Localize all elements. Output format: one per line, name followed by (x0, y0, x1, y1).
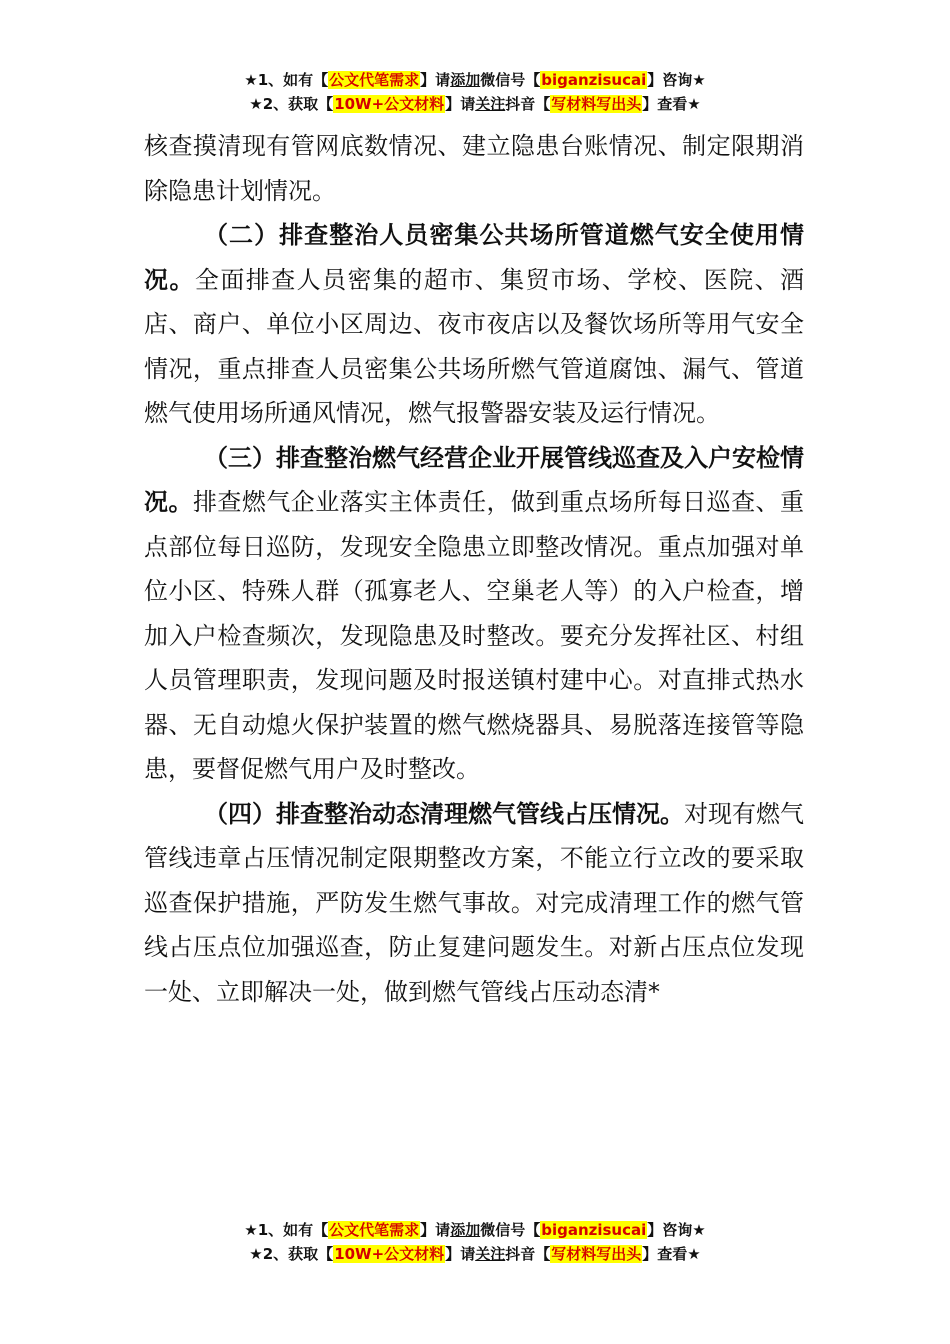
banner-highlight: 写材料写出头 (551, 1245, 642, 1263)
paragraph-2 (144, 213, 804, 436)
banner-text: 微信号【 (480, 1221, 541, 1239)
banner-line-2 (0, 92, 950, 116)
banner-highlight: biganzisucai (541, 1221, 647, 1239)
banner-line-2 (0, 1242, 950, 1266)
banner-text: ★2、获取【 (249, 1245, 334, 1263)
banner-text: 】查看★ (642, 95, 701, 113)
banner-highlight: 写材料写出头 (551, 95, 642, 113)
banner-text: 抖音【 (505, 95, 551, 113)
banner-text: 抖音【 (505, 1245, 551, 1263)
banner-underline: 添加 (450, 71, 481, 89)
header-banner (0, 68, 950, 116)
banner-text: 微信号【 (480, 71, 541, 89)
banner-underline: 关注 (475, 95, 506, 113)
banner-text: 】请 (445, 95, 476, 113)
banner-underline: 添加 (450, 1221, 481, 1239)
paragraph-4 (144, 792, 804, 1015)
banner-line-1 (0, 68, 950, 92)
banner-highlight: biganzisucai (541, 71, 647, 89)
banner-text: 】咨询★ (647, 1221, 706, 1239)
banner-text: 】咨询★ (647, 71, 706, 89)
banner-text: 】查看★ (642, 1245, 701, 1263)
banner-highlight: 公文代笔需求 (329, 1221, 420, 1239)
paragraph-text: 对现有燃气管线违章占压情况制定限期整改方案，不能立行立改的要采取巡查保护措施，严防发生燃气事故。对完成清理工作的燃气管线占压点位加强巡查，防止复建问题发生。对新占压点位发现一处、立即解决一处，做到燃气管线占压动态清* (144, 799, 804, 1006)
paragraph-heading: （三）排查整治燃气经营企业开展管线巡查及入户安检情况。 (144, 443, 804, 516)
paragraph-text: 排查燃气企业落实主体责任，做到重点场所每日巡查、重点部位每日巡防，发现安全隐患立即整改情况。重点加强对单位小区、特殊人群（孤寡老人、空巢老人等）的入户检查，增加入户检查频次，发现隐患及时整改。要充分发挥社区、村组人员管理职责，发现问题及时报送镇村建中心。对直排式热水器、无自动熄火保护装置的燃气燃烧器具、易脱落连接管等隐患，要督促燃气用户及时整改。 (144, 488, 805, 783)
banner-text: ★2、获取【 (249, 95, 334, 113)
banner-line-1 (0, 1218, 950, 1242)
banner-text: 】请 (420, 71, 451, 89)
banner-text: 】请 (445, 1245, 476, 1263)
banner-highlight: 10W+公文材料 (334, 95, 445, 113)
paragraph-heading: （四）排查整治动态清理燃气管线占压情况。 (204, 799, 684, 828)
banner-highlight: 10W+公文材料 (334, 1245, 445, 1263)
banner-underline: 关注 (475, 1245, 506, 1263)
paragraph-text: 全面排查人员密集的超市、集贸市场、学校、医院、酒店、商户、单位小区周边、夜市夜店以及餐饮场所等用气安全情况，重点排查人员密集公共场所燃气管道腐蚀、漏气、管道燃气使用场所通风情况，燃气报警器安装及运行情况。 (144, 265, 805, 427)
banner-text: 】请 (420, 1221, 451, 1239)
banner-highlight: 公文代笔需求 (329, 71, 420, 89)
document-body (144, 124, 804, 1014)
footer-banner (0, 1218, 950, 1266)
paragraph-3 (144, 436, 804, 792)
banner-text: ★1、如有【 (244, 1221, 329, 1239)
paragraph-1: 核查摸清现有管网底数情况、建立隐患台账情况、制定限期消除隐患计划情况。 (144, 132, 804, 205)
paragraph-heading: （二）排查整治人员密集公共场所管道燃气安全使用情况。 (144, 221, 804, 294)
banner-text: ★1、如有【 (244, 71, 329, 89)
